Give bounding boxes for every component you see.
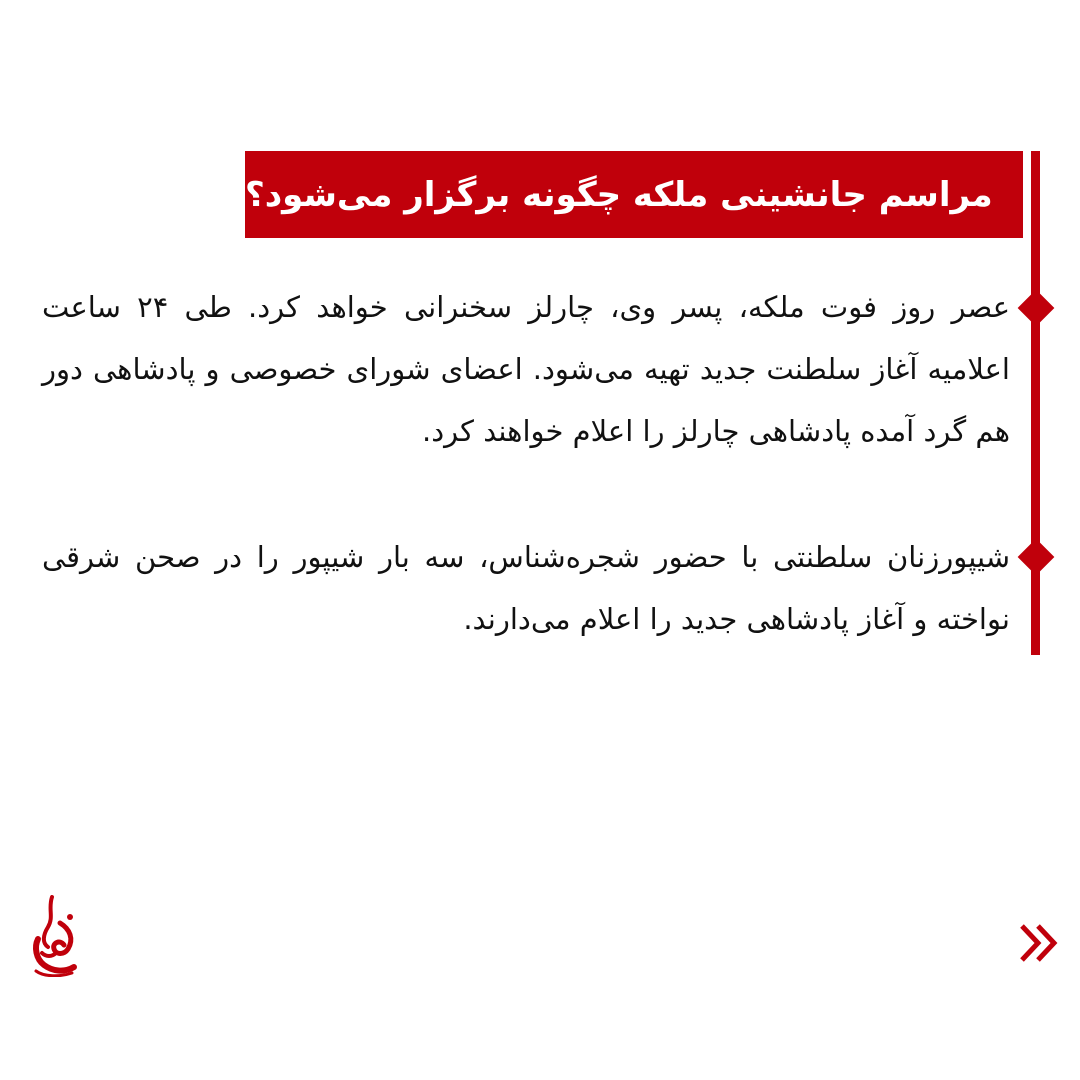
title-banner bbox=[245, 151, 1023, 238]
double-chevron-right-icon[interactable] bbox=[1018, 920, 1060, 966]
paragraph-1: عصر روز فوت ملکه، پسر وی، چارلز سخنرانی خواهد کرد. طی ۲۴ ساعت اعلامیه آغاز سلطنت جدید تهیه می‌شود. اعضای شورای خصوصی و پادشاهی دور هم گرد آمده پادشاهی چارلز را اعلام خواهند کرد. bbox=[42, 290, 1010, 448]
paragraph-2: شیپورزنان سلطنتی با حضور شجره‌شناس، سه بار شیپور را در صحن شرقی نواخته و آغاز پادشاهی جدید را اعلام می‌دارند. bbox=[42, 540, 1010, 636]
diamond-bullet-icon bbox=[1018, 290, 1055, 327]
diamond-bullet-icon bbox=[1018, 539, 1055, 576]
calligraphy-logo bbox=[30, 895, 82, 977]
page-title: مراسم جانشینی ملکه چگونه برگزار می‌شود؟ bbox=[245, 174, 993, 215]
vertical-accent-line bbox=[1031, 151, 1040, 655]
